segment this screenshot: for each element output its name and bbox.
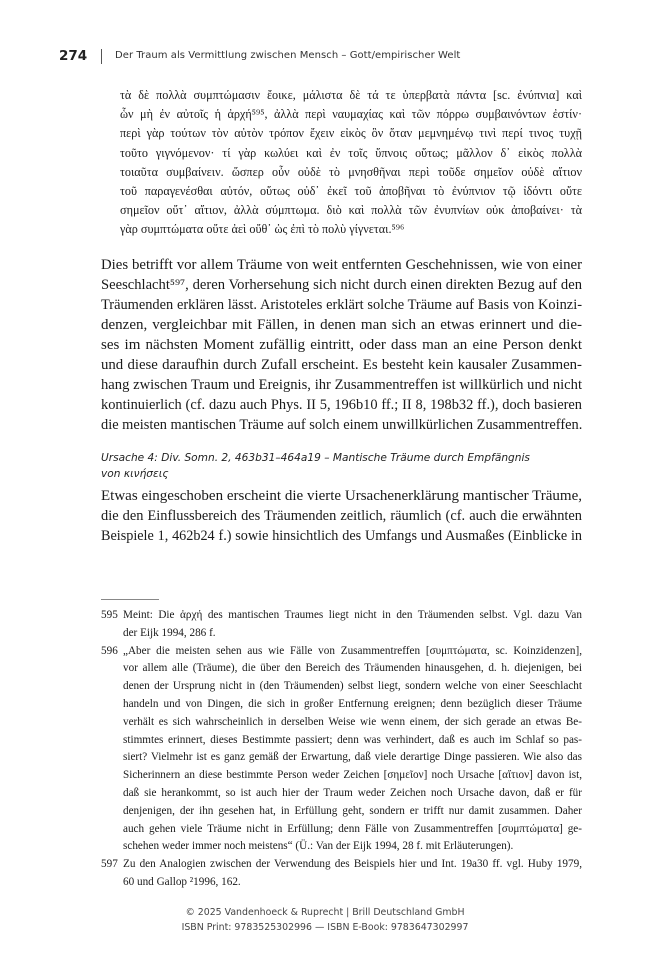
- footnote-line: vor allem alle (Träume), die über den Bereich des Träumenden hinausgehen, d. h. diejenigen, bei: [123, 662, 582, 675]
- body-paragraph-1: [101, 255, 582, 435]
- body-line: Träumenden erklären lässt. Aristoteles erklärt solche Träume auf Basis von Koinzi-: [101, 297, 582, 313]
- body-line: ses im nächsten Moment zufällig eintritt, oder dass man an eine Person denkt: [101, 337, 582, 353]
- greek-block-quote: [120, 86, 582, 240]
- body-line: Beispiele 1, 462b24 f.) sowie hinsichtlich des Umfangs und Ausmaßes (Einblicke in: [101, 528, 582, 544]
- footnote-line: der Eijk 1994, 286 f.: [123, 626, 216, 639]
- running-title: Der Traum als Vermittlung zwischen Mensch – Gott/empirischer Welt: [115, 50, 461, 61]
- body-line: hang zwischen Traum und Ereignis, ihr Zusammentreffen ist willkürlich und nicht: [101, 377, 582, 393]
- quote-line: σημεῖον οὔτ᾽ αἴτιον, ἀλλὰ σύμπτωμα. διὸ καὶ πολλὰ τῶν ἐνυπνίων οὐκ ἀποβαίνει· τὰ: [120, 203, 582, 218]
- quote-line: τοιαῦτα συμβαίνειν. ὥσπερ οὖν οὐδὲ τὸ μνησθῆναι περὶ τοῦδε σημεῖον οὐδὲ αἴτιον: [120, 164, 582, 179]
- section-heading-line: von κινήσεις: [101, 468, 169, 480]
- section-heading-line: Ursache 4: Div. Somn. 2, 463b31–464a19 – Mantische Träume durch Empfängnis: [101, 452, 530, 464]
- body-line: Seeschlacht⁵⁹⁷, deren Vorhersehung sich nicht durch einen direkten Bezug auf den: [101, 277, 582, 293]
- quote-line: τὰ δὲ πολλὰ συμπτώμασιν ἔοικε, μάλιστα δὲ τά τε ὑπερβατὰ πάντα [sc. ἐνύπνια] καὶ: [120, 88, 582, 102]
- quote-line: τοῦ παραγενέσθαι αὐτόν, οὕτως οὐδ᾽ ἐκεῖ τοῦ ἀποβῆναι τὸ ἐνύπνιον τῷ ἰδόντι οὔτε: [120, 183, 582, 198]
- body-line: die den Einflussbereich des Träumenden zeitlich, räumlich (cf. auch die erwähnten: [101, 508, 582, 524]
- body-line: kontinuierlich (cf. dazu auch Phys. II 5, 196b10 ff.; II 8, 198b32 ff.), doch basieren: [101, 397, 582, 413]
- body-line: denzen, vergleichbar mit Fällen, in denen man sich an etwas erinnert und die-: [101, 317, 582, 333]
- footnote-line: Sicherinnern an diese bestimmte Person weder Zeichen [σημεῖον] noch Ursache [αἴτιον] davon ist,: [123, 769, 582, 782]
- footnote-line: denen der Ursprung nicht in (den Träumenden) selbst liegt, sondern welche von einer Seeschlacht: [123, 680, 582, 693]
- footnote-line: handeln und von Dingen, die sich in großer Entfernung ereignen; denn bezüglich dieser Träume: [123, 697, 582, 710]
- page-header: [59, 48, 599, 68]
- body-line: die meisten mantischen Träume auf solch einem unwillkürlichen Zusammentreffen.: [101, 417, 583, 433]
- footnote-line: daß sie herankommt, so ist auch hier der Traum weder Zeichen noch Ursache davon, daß er für: [123, 786, 582, 799]
- footnote-separator: [101, 599, 159, 600]
- footnote-line: schehen weder immer noch meistens“ (Ü.: Van der Eijk 1994, 28 f. mit Erläuterungen).: [123, 840, 514, 853]
- footnote-line: verhält es sich wahrscheinlich in derselben Weise wie wenn einem, der sich gerade an etwas Be-: [123, 715, 582, 728]
- footnote-595: [101, 607, 582, 643]
- footnote-number: 596: [101, 644, 118, 657]
- quote-line: περὶ γὰρ τούτων τὸν αὐτὸν τρόπον ἔχειν εἰκὸς ὃν ὅταν μεμνημένῳ τινὶ περί τινος τυχῇ: [120, 126, 582, 141]
- footnote-line: Zu den Analogien zwischen der Verwendung des Beispiels hier und Int. 19a30 ff. vgl. Huby 1979,: [123, 858, 582, 871]
- footnote-number: 597: [101, 858, 118, 871]
- footnote-line: stimmtes erinnert, dieses Bestimmte passiert; denn was verhindert, daß es auch im Schlaf so pas-: [123, 733, 582, 746]
- footnote-line: siert? Vielmehr ist es ganz gemäß der Erwartung, daß viele derartige Dinge passieren. Wie also das: [123, 751, 582, 764]
- copyright-line: © 2025 Vandenhoeck & Ruprecht | Brill Deutschland GmbH: [185, 907, 465, 918]
- quote-line: τοῦτο γιγνόμενον· τί γὰρ κωλύει καὶ ἐν τοῖς ὕπνοις οὕτως; μᾶλλον δ᾽ εἰκὸς πολλὰ: [120, 145, 582, 160]
- footnote-596: [101, 643, 582, 857]
- publisher-imprint: [0, 905, 650, 935]
- header-divider: [101, 49, 102, 64]
- body-line: Dies betrifft vor allem Träume von weit entfernten Geschehnissen, wie von einer: [101, 257, 582, 273]
- isbn-line: ISBN Print: 9783525302996 — ISBN E-Book: 9783647302997: [181, 922, 469, 933]
- section-heading: [101, 450, 582, 482]
- footnote-line: denjenigen, der ihn gesehen hat, in Erfüllung geht, sondern er trifft nur damit zusammen. Daher: [123, 804, 582, 817]
- footnote-line: Meint: Die ἀρχή des mantischen Traumes liegt nicht in den Träumenden selbst. Vgl. dazu Van: [123, 609, 582, 621]
- footnote-line: „Aber die meisten sehen aus wie Fälle von Zusammentreffen [συμπτώματα, sc. Koinzidenzen],: [123, 644, 582, 657]
- footnote-597: [101, 856, 582, 892]
- quote-line: ὧν μὴ ἐν αὐτοῖς ἡ ἀρχή⁵⁹⁵, ἀλλὰ περὶ ναυμαχίας καὶ τῶν πόρρω συμβαινόντων ἐστίν·: [120, 107, 582, 122]
- footnote-line: 60 und Gallop ²1996, 162.: [123, 875, 241, 888]
- quote-line: γὰρ συμπτώματα οὔτε ἀεὶ οὔθ᾽ ὡς ἐπὶ τὸ πολὺ γίγνεται.⁵⁹⁶: [120, 222, 405, 237]
- footnote-number: 595: [101, 609, 118, 621]
- page-number: 274: [59, 48, 88, 64]
- footnotes: [101, 607, 582, 892]
- body-paragraph-2: [101, 486, 582, 546]
- body-line: und diese daraufhin durch Zufall erscheint. Es besteht kein kausaler Zusammen-: [101, 357, 582, 373]
- body-line: Etwas eingeschoben erscheint die vierte Ursachenerklärung mantischer Träume,: [101, 488, 582, 504]
- footnote-line: auch gehen viele Träume nicht in Erfüllung; denn Fälle von Zusammentreffen [συμπτώματα] ge-: [123, 822, 582, 835]
